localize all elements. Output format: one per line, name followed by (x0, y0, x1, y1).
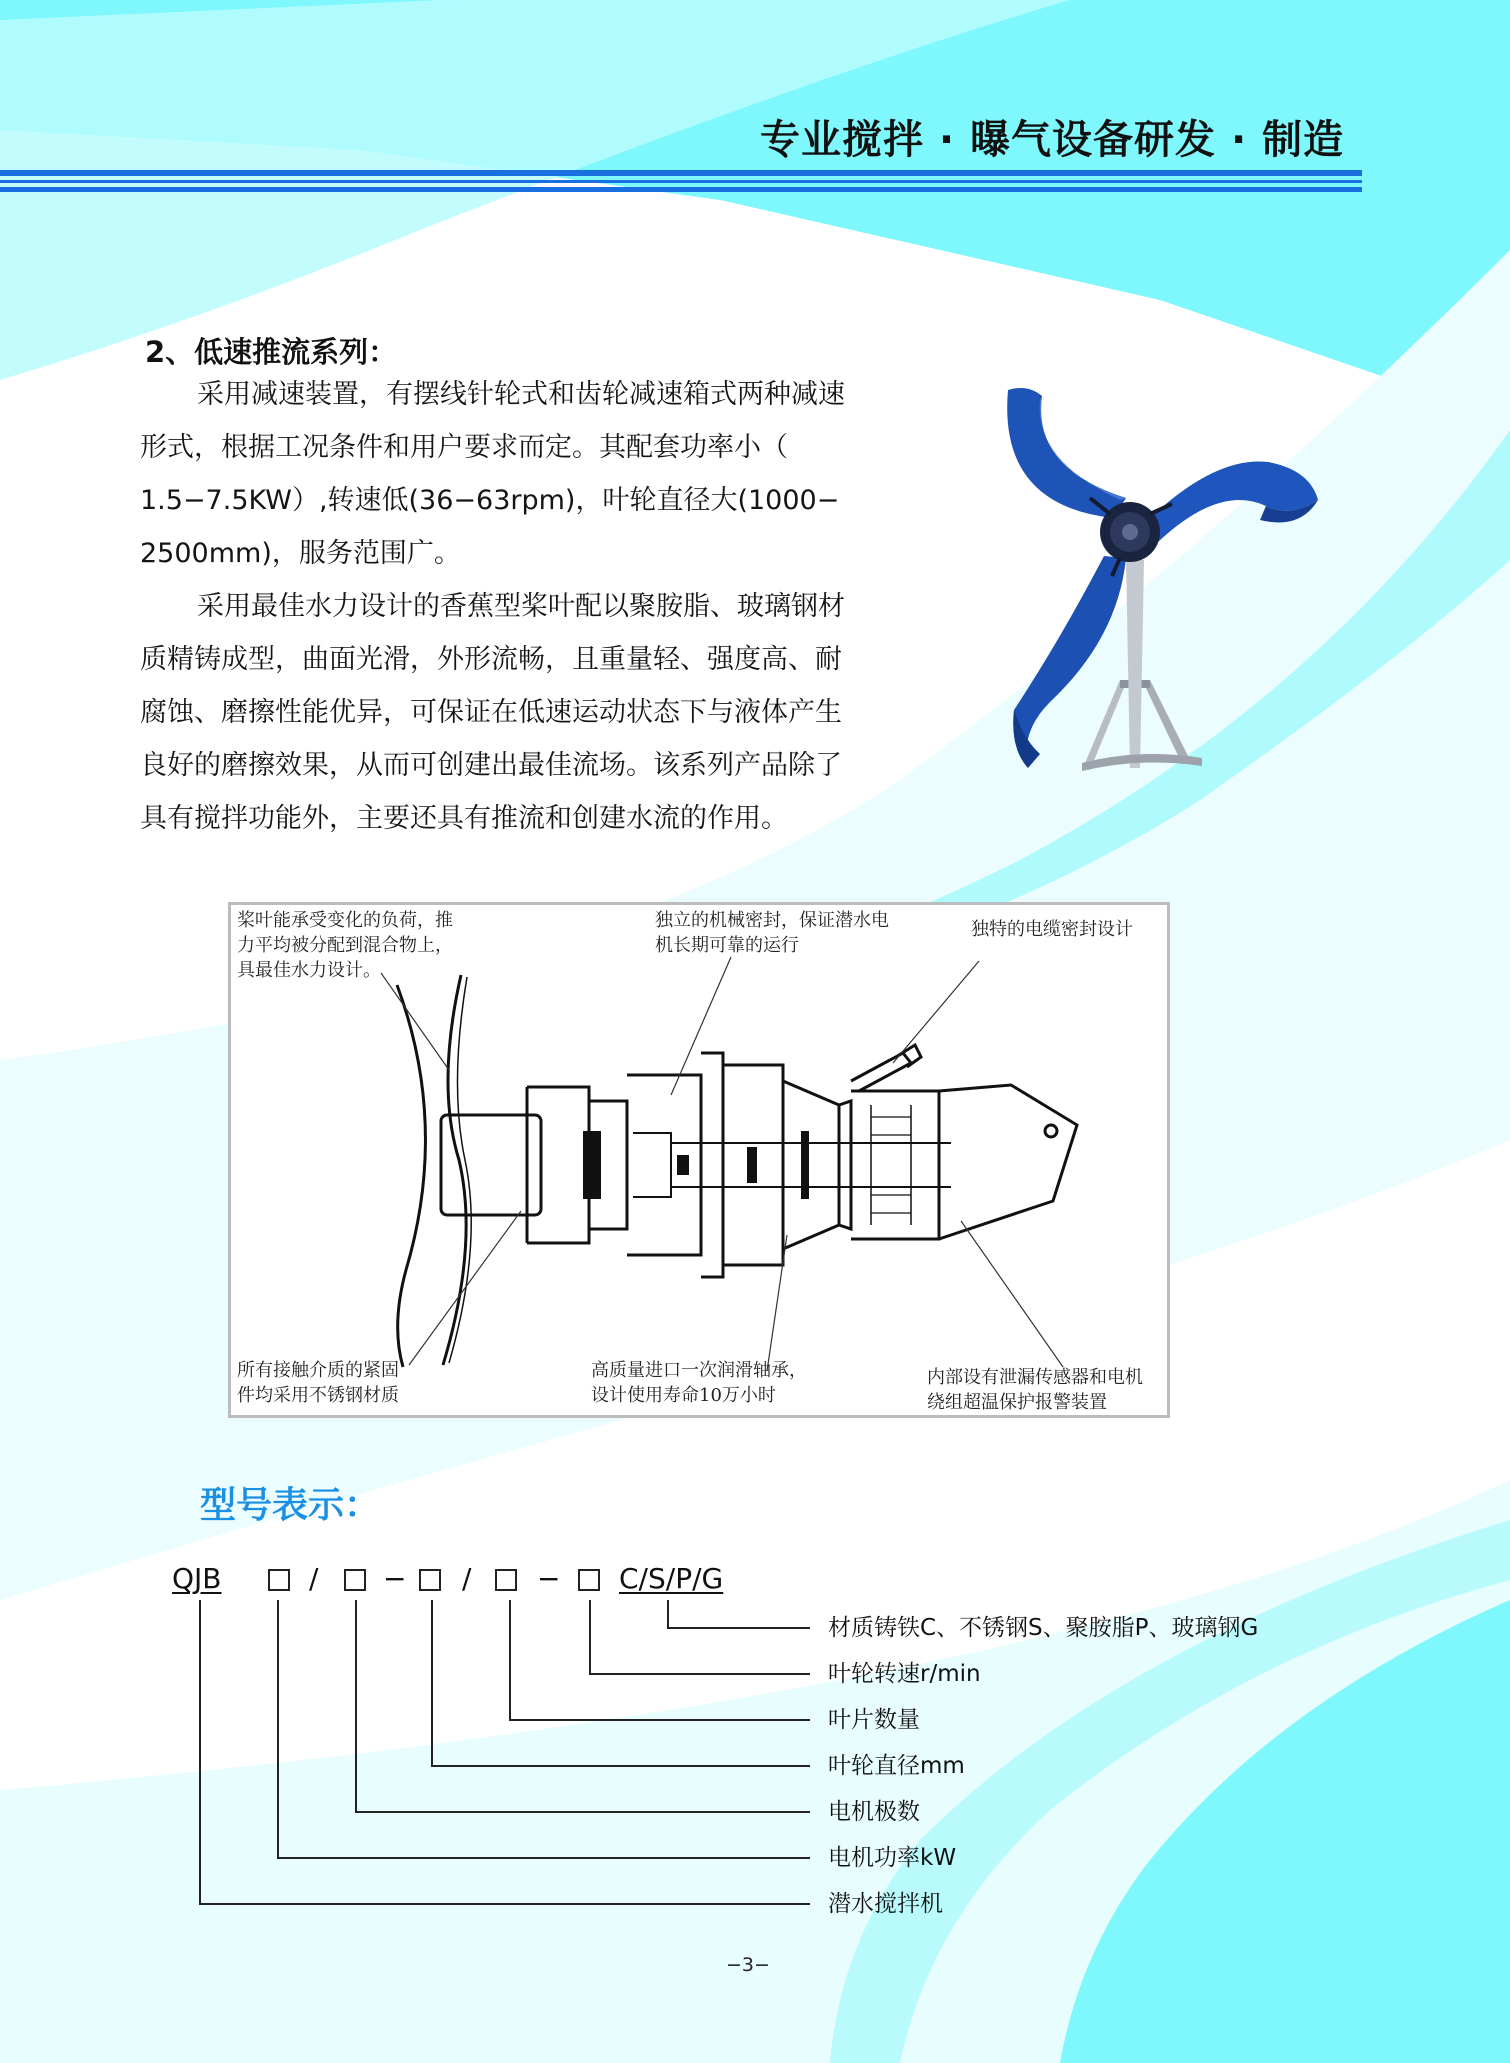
paragraph-line: 腐蚀、磨擦性能优异，可保证在低速运动状态下与液体产生 (140, 697, 842, 728)
annotation-line: 桨叶能承受变化的负荷，推 (237, 910, 453, 931)
annotation-cable: 独特的电缆密封设计 (971, 919, 1133, 940)
header-title: 专业搅拌 · 曝气设备研发 · 制造 (760, 117, 1345, 163)
paragraph-line: 良好的磨擦效果，从而可创建出最佳流场。该系列产品除了 (140, 750, 842, 781)
paragraph-line: 2500mm)，服务范围广。 (140, 538, 461, 569)
page-number: −3− (726, 1954, 770, 1976)
annotation-line: 独立的机械密封，保证潜水电 (655, 910, 889, 931)
label-impeller-diameter: 叶轮直径mm (828, 1753, 965, 1779)
annotation-line: 设计使用寿命10万小时 (591, 1385, 776, 1406)
label-material: 材质铸铁C、不锈钢S、聚胺脂P、玻璃钢G (828, 1615, 1259, 1641)
label-impeller-speed: 叶轮转速r/min (828, 1661, 981, 1687)
annotation-blade (237, 908, 453, 983)
code-separator: / (462, 1562, 472, 1595)
annotation-line: 力平均被分配到混合物上， (237, 935, 453, 956)
paragraph-line: 1.5−7.5KW）,转速低(36−63rpm)，叶轮直径大(1000− (140, 485, 840, 516)
paragraph-line: 采用减速装置，有摆线针轮式和齿轮减速箱式两种减速 (197, 379, 845, 410)
annotation-line: 具最佳水力设计。 (237, 960, 381, 981)
paragraph-line: 质精铸成型，曲面光滑，外形流畅，且重量轻、强度高、耐 (140, 644, 842, 675)
code-suffix: C/S/P/G (619, 1562, 724, 1595)
paragraph-line: 具有搅拌功能外，主要还具有推流和创建水流的作用。 (140, 803, 788, 834)
annotation-seal (655, 908, 889, 958)
annotation-line: 绕组超温保护报警装置 (927, 1392, 1107, 1413)
model-title: 型号表示： (200, 1485, 381, 1526)
annotation-line: 机长期可靠的运行 (655, 935, 799, 956)
annotation-sensor (927, 1365, 1143, 1415)
annotation-bearing (591, 1358, 807, 1408)
section-title: 2、低速推流系列： (145, 335, 398, 369)
paragraph-line: 采用最佳水力设计的香蕉型桨叶配以聚胺脂、玻璃钢材 (197, 591, 845, 622)
cross-section-diagram (228, 902, 1170, 1418)
paragraph-2 (140, 580, 910, 845)
mixer-product-photo (950, 380, 1330, 780)
label-motor-power: 电机功率kW (828, 1845, 957, 1871)
label-submersible-mixer: 潜水搅拌机 (828, 1891, 943, 1917)
annotation-line: 所有接触介质的紧固 (237, 1360, 399, 1381)
label-blade-count: 叶片数量 (828, 1707, 920, 1733)
code-separator: − (383, 1562, 407, 1595)
paragraph-line: 形式，根据工况条件和用户要求而定。其配套功率小（ (140, 432, 788, 463)
header-rule (0, 170, 1362, 194)
code-separator: / (309, 1562, 319, 1595)
paragraph-1 (140, 368, 910, 580)
code-separator: − (537, 1562, 561, 1595)
code-prefix: QJB (172, 1562, 222, 1595)
annotation-fastener (237, 1358, 399, 1408)
label-motor-poles: 电机极数 (828, 1799, 920, 1825)
annotation-line: 件均采用不锈钢材质 (237, 1385, 399, 1406)
annotation-line: 高质量进口一次润滑轴承， (591, 1360, 807, 1381)
annotation-line: 内部设有泄漏传感器和电机 (927, 1367, 1143, 1388)
